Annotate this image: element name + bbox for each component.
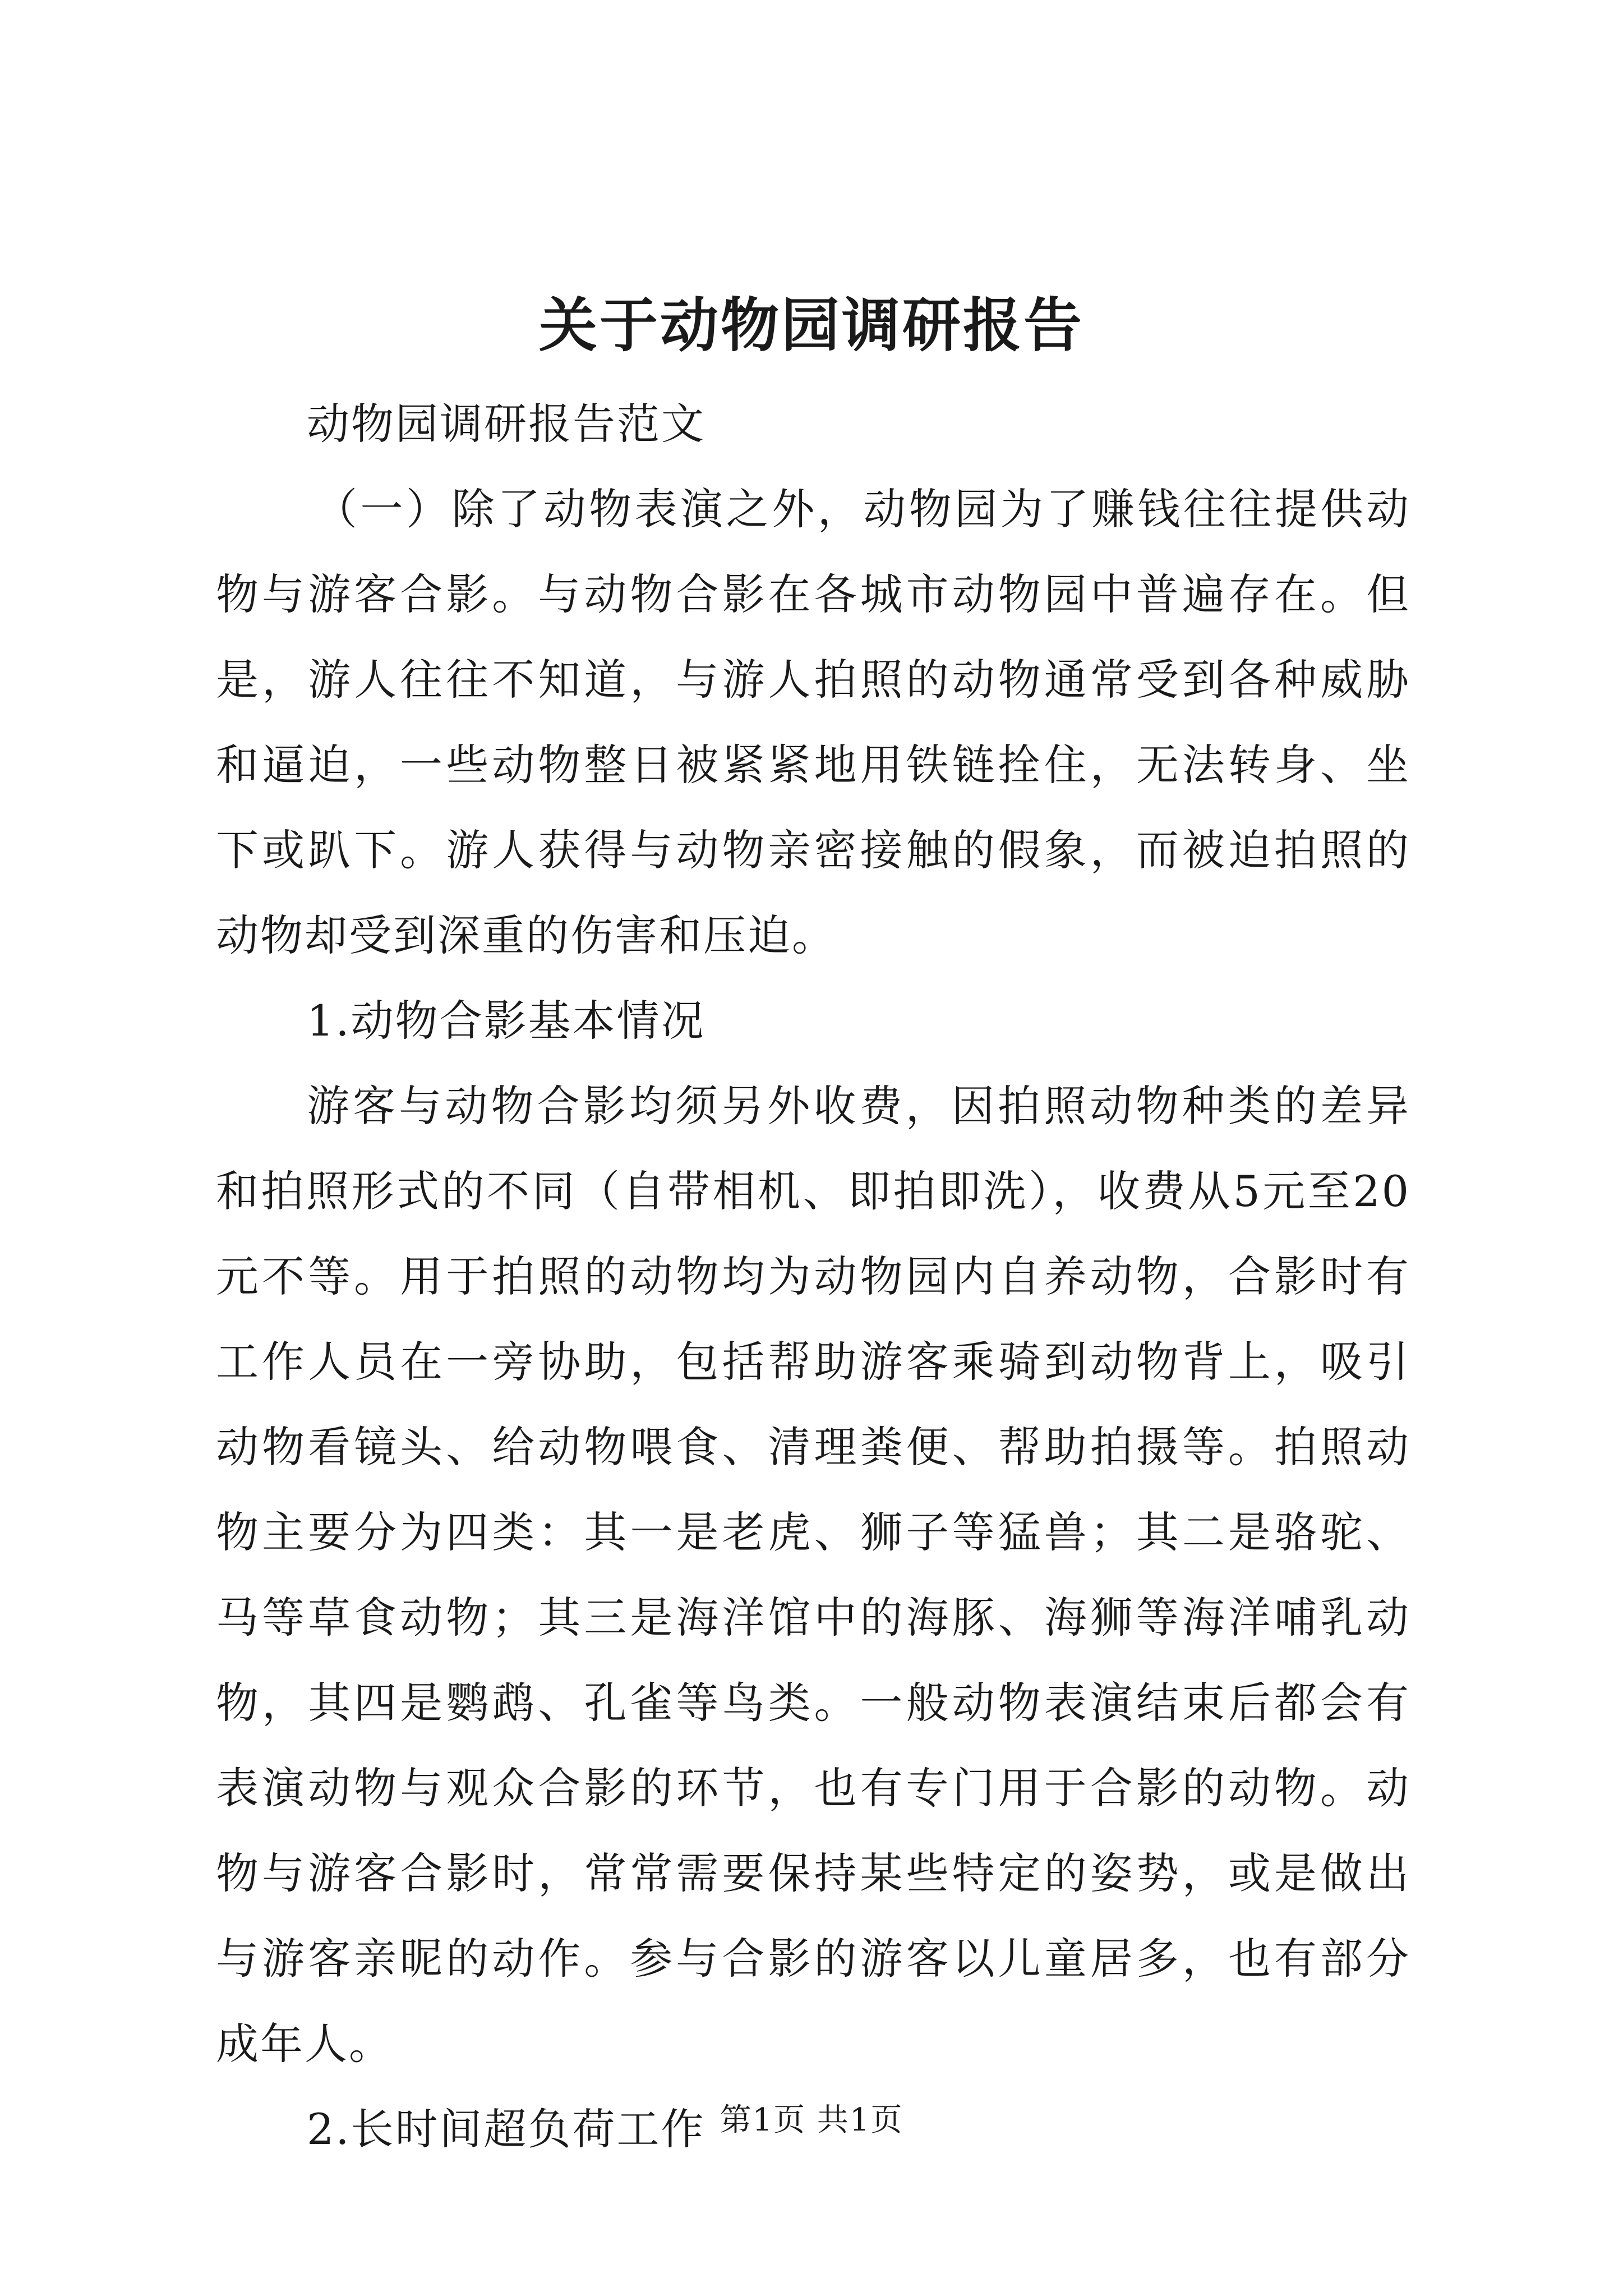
paragraph: 游客与动物合影均须另外收费，因拍照动物种类的差异和拍照形式的不同（自带相机、即拍即洗），收费从5元至20元不等。用于拍照的动物均为动物园内自养动物，合影时有工作人员在一旁协助，包括帮助游客乘骑到动物背上，吸引动物看镜头、给动物喂食、清理粪便、帮助拍摄等。拍照动物主要分为四类：其一是老虎、狮子等猛兽；其二是骆驼、马等草食动物；其三是海洋馆中的海豚、海狮等海洋哺乳动物，其四是鹦鹉、孔雀等鸟类。一般动物表演结束后都会有表演动物与观众合影的环节，也有专门用于合影的动物。动物与游客合影时，常常需要保持某些特定的姿势，或是做出与游客亲昵的动作。参与合影的游客以儿童居多，也有部分成年人。 (216, 1081, 1410, 2069)
document-title: 关于动物园调研报告 (538, 291, 1084, 360)
section-heading: 2.长时间超负荷工作 (307, 2104, 706, 2154)
document-subtitle: 动物园调研报告范文 (307, 399, 706, 449)
page-footer: 第1页 共1页 (720, 2102, 903, 2138)
section-heading: 1.动物合影基本情况 (307, 996, 706, 1046)
document-body (216, 381, 1410, 2172)
paragraph: （一）除了动物表演之外，动物园为了赚钱往往提供动物与游客合影。与动物合影在各城市动物园中普遍存在。但是，游人往往不知道，与游人拍照的动物通常受到各种威胁和逼迫，一些动物整日被紧紧地用铁链拴住，无法转身、坐下或趴下。游人获得与动物亲密接触的假象，而被迫拍照的动物却受到深重的伤害和压迫。 (216, 484, 1410, 960)
